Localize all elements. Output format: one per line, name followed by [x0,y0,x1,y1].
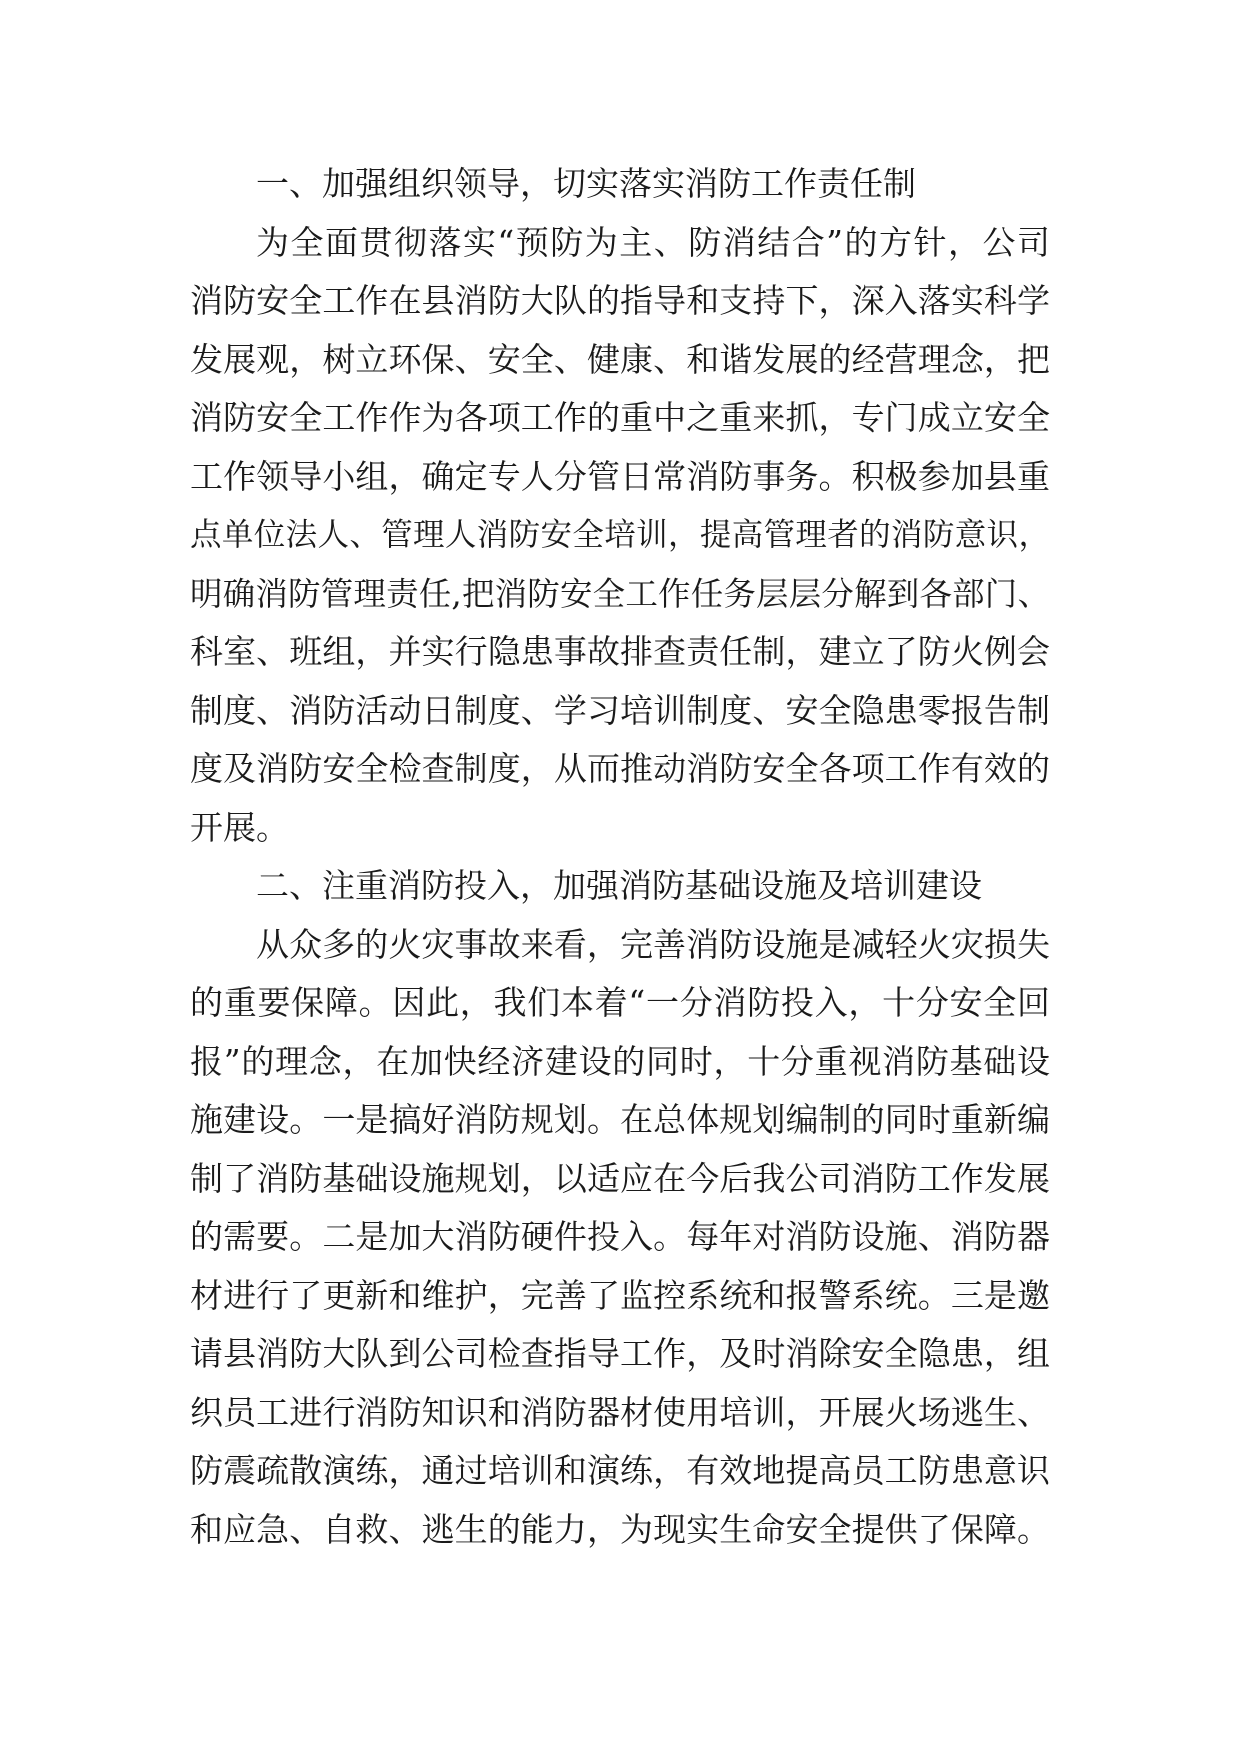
paragraph-line: 科室、班组，并实行隐患事故排查责任制，建立了防火例会 [190,632,1050,671]
paragraph-line: 的重要保障。因此，我们本着“一分消防投入，十分安全回 [190,983,1050,1022]
paragraph-line: 的需要。二是加大消防硬件投入。每年对消防设施、消防器 [190,1217,1050,1256]
paragraph-line: 制了消防基础设施规划，以适应在今后我公司消防工作发展 [190,1158,1050,1198]
document-body [190,155,1050,1559]
paragraph-line: 从众多的火灾事故来看，完善消防设施是减轻火灾损失 [256,924,1050,964]
paragraph-line: 明确消防管理责任,把消防安全工作任务层层分解到各部门、 [190,574,1050,613]
paragraph-line: 消防安全工作作为各项工作的重中之重来抓，专门成立安全 [190,398,1050,437]
paragraph-line: 材进行了更新和维护，完善了监控系统和报警系统。三是邀 [190,1275,1050,1315]
section-heading-2: 二、注重消防投入，加强消防基础设施及培训建设 [256,866,982,905]
paragraph-line: 施建设。一是搞好消防规划。在总体规划编制的同时重新编 [190,1100,1050,1139]
paragraph-line: 和应急、自救、逃生的能力，为现实生命安全提供了保障。 [190,1509,1050,1549]
paragraph-line: 度及消防安全检查制度，从而推动消防安全各项工作有效的 [190,749,1050,788]
paragraph-line: 开展。 [190,807,289,847]
paragraph-line: 防震疏散演练，通过培训和演练，有效地提高员工防患意识 [190,1451,1050,1490]
paragraph-line: 工作领导小组，确定专人分管日常消防事务。积极参加县重 [190,456,1050,496]
paragraph-line: 为全面贯彻落实“预防为主、防消结合”的方针，公司 [256,222,1050,262]
paragraph-line: 制度、消防活动日制度、学习培训制度、安全隐患零报告制 [190,690,1050,730]
paragraph-line: 消防安全工作在县消防大队的指导和支持下，深入落实科学 [190,281,1050,320]
paragraph-line: 请县消防大队到公司检查指导工作，及时消除安全隐患，组 [190,1334,1050,1373]
section-heading-1: 一、加强组织领导，切实落实消防工作责任制 [256,164,916,203]
paragraph-line: 发展观，树立环保、安全、健康、和谐发展的经营理念，把 [190,339,1050,379]
paragraph-line: 点单位法人、管理人消防安全培训，提高管理者的消防意识， [190,517,1050,553]
paragraph-line: 织员工进行消防知识和消防器材使用培训，开展火场逃生、 [190,1392,1050,1432]
paragraph-line: 报”的理念，在加快经济建设的同时，十分重视消防基础设 [190,1041,1050,1081]
